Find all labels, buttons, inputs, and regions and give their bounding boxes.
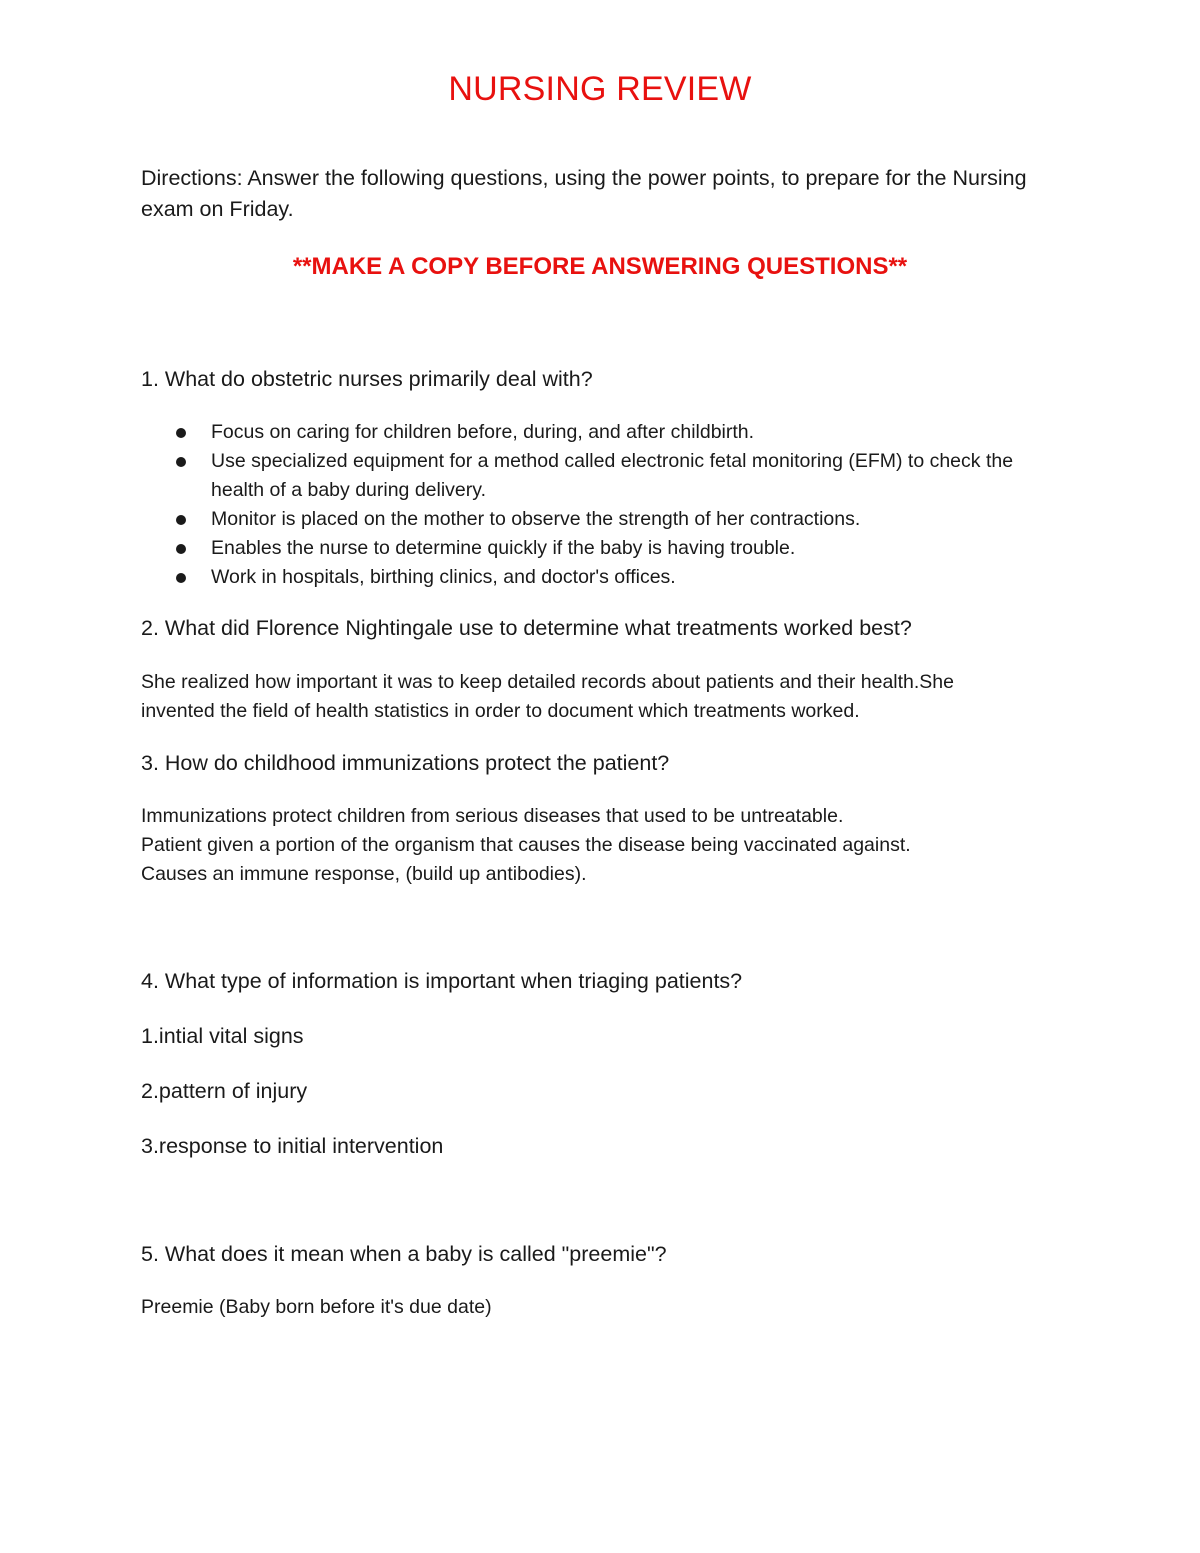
bullet-dot-icon xyxy=(176,457,186,467)
triage-item: 3.response to initial intervention xyxy=(141,1134,444,1158)
question-1-bullet-list xyxy=(176,418,1036,592)
triage-item: 2.pattern of injury xyxy=(141,1079,308,1103)
bullet-item xyxy=(176,534,1036,563)
answer-5 xyxy=(141,1293,1071,1322)
directions-text: Directions: Answer the following questions, using the power points, to prepare for the Nursing exam on Friday. xyxy=(141,166,1027,221)
question-1: 1. What do obstetric nurses primarily deal with? xyxy=(141,367,593,391)
bullet-dot-icon xyxy=(176,544,186,554)
bullet-item xyxy=(176,563,1036,592)
bullet-text: Work in hospitals, birthing clinics, and doctor's offices. xyxy=(211,566,676,588)
question-5: 5. What does it mean when a baby is called "preemie"? xyxy=(141,1242,667,1266)
triage-item: 1.intial vital signs xyxy=(141,1024,304,1048)
answer-line: Patient given a portion of the organism that causes the disease being vaccinated against. xyxy=(141,834,911,856)
answer-line: She realized how important it was to keep detailed records about patients and their health.She xyxy=(141,671,955,693)
bullet-item xyxy=(176,418,1036,447)
question-4: 4. What type of information is important when triaging patients? xyxy=(141,969,743,993)
answer-line: Preemie (Baby born before it's due date) xyxy=(141,1296,492,1318)
bullet-item xyxy=(176,505,1036,534)
document-title: NURSING REVIEW xyxy=(448,70,752,108)
question-2: 2. What did Florence Nightingale use to determine what treatments worked best? xyxy=(141,616,912,640)
bullet-dot-icon xyxy=(176,428,186,438)
question-3: 3. How do childhood immunizations protect the patient? xyxy=(141,751,670,775)
answer-line: Immunizations protect children from serious diseases that used to be untreatable. xyxy=(141,805,844,827)
bullet-text: Monitor is placed on the mother to observe the strength of her contractions. xyxy=(211,508,861,530)
answer-line: invented the field of health statistics in order to document which treatments worked. xyxy=(141,700,860,722)
bullet-item xyxy=(176,447,1036,505)
bullet-dot-icon xyxy=(176,515,186,525)
copy-warning: **MAKE A COPY BEFORE ANSWERING QUESTIONS** xyxy=(292,253,908,280)
answer-line: Causes an immune response, (build up antibodies). xyxy=(141,863,587,885)
bullet-text: Focus on caring for children before, during, and after childbirth. xyxy=(211,421,755,443)
answer-3 xyxy=(141,802,1071,889)
bullet-text: Use specialized equipment for a method called electronic fetal monitoring (EFM) to check the health of a baby during delivery. xyxy=(211,450,1014,501)
bullet-dot-icon xyxy=(176,573,186,583)
bullet-text: Enables the nurse to determine quickly if the baby is having trouble. xyxy=(211,537,796,559)
answer-2 xyxy=(141,668,1071,726)
